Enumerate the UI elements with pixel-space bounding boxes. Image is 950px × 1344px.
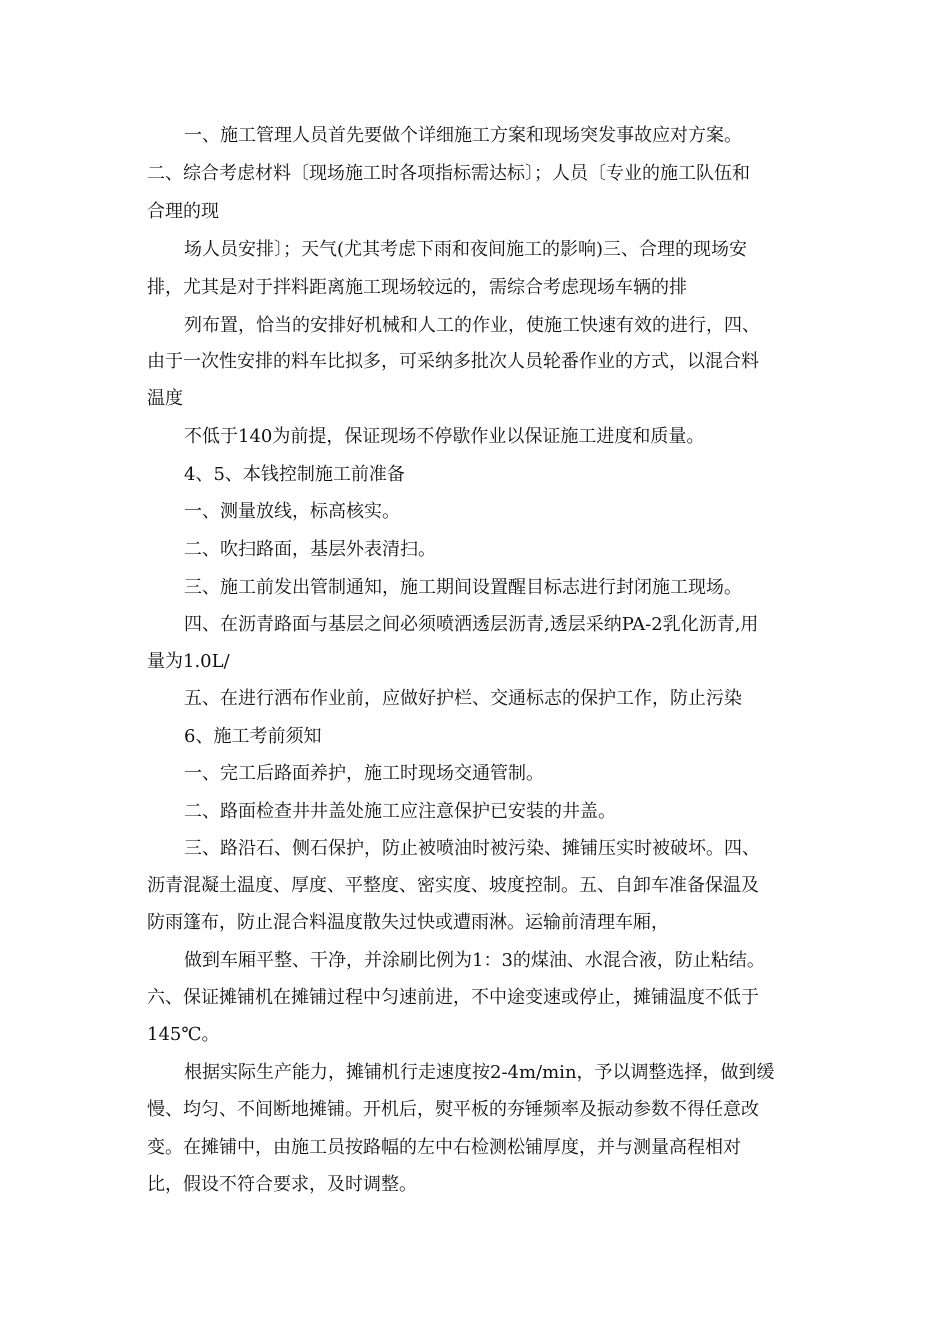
text-line: 比，假设不符合要求，及时调整。 [147, 1174, 417, 1195]
text-line: 145℃。 [147, 1024, 220, 1045]
text-line: 做到车厢平整、干净，并涂刷比例为1：3的煤油、水混合液，防止粘结。 [184, 950, 765, 971]
text-line: 场人员安排〕；天气(尤其考虑下雨和夜间施工的影响)三、合理的现场安 [184, 239, 748, 260]
text-line: 变。在摊铺中，由施工员按路幅的左中右检测松铺厚度，并与测量高程相对 [147, 1137, 741, 1158]
text-line: 防雨篷布，防止混合料温度散失过快或遭雨淋。运输前清理车厢， [147, 912, 669, 933]
text-line: 根据实际生产能力，摊铺机行走速度按2-4m/min，予以调整选择，做到缓 [184, 1062, 775, 1083]
text-line: 由于一次性安排的料车比拟多，可采纳多批次人员轮番作业的方式，以混合料 [147, 351, 759, 372]
text-line: 一、施工管理人员首先要做个详细施工方案和现场突发事故应对方案。 [184, 125, 742, 146]
text-line: 列布置，恰当的安排好机械和人工的作业，使施工快速有效的进行，四、 [184, 315, 760, 336]
text-line: 三、施工前发出管制通知，施工期间设置醒目标志进行封闭施工现场。 [184, 577, 742, 598]
text-line: 二、吹扫路面，基层外表清扫。 [184, 539, 436, 560]
text-line: 二、综合考虑材料〔现场施工时各项指标需达标〕；人员〔专业的施工队伍和 [147, 163, 750, 184]
text-line: 沥青混凝土温度、厚度、平整度、密实度、坡度控制。五、自卸车准备保温及 [147, 875, 759, 896]
text-line: 合理的现 [147, 201, 219, 222]
text-line: 一、完工后路面养护，施工时现场交通管制。 [184, 763, 544, 784]
text-line: 排，尤其是对于拌料距离施工现场较远的，需综合考虑现场车辆的排 [147, 277, 687, 298]
text-line: 四、在沥青路面与基层之间必须喷洒透层沥青,透层采纳PA-2乳化沥青,用 [184, 614, 759, 635]
text-line: 不低于140为前提，保证现场不停歇作业以保证施工进度和质量。 [184, 426, 705, 447]
text-line: 三、路沿石、侧石保护，防止被喷油时被污染、摊铺压实时被破坏。四、 [184, 838, 760, 859]
text-line: 6、施工考前须知 [184, 726, 322, 747]
text-line: 一、测量放线，标高核实。 [184, 501, 400, 522]
text-line: 二、路面检查井井盖处施工应注意保护已安装的井盖。 [184, 801, 616, 822]
text-line: 4、5、本钱控制施工前准备 [184, 464, 405, 485]
text-line: 量为1.0L/ [147, 651, 230, 672]
text-line: 五、在进行洒布作业前，应做好护栏、交通标志的保护工作，防止污染 [184, 688, 742, 709]
text-line: 慢、均匀、不间断地摊铺。开机后，熨平板的夯锤频率及振动参数不得任意改 [147, 1099, 759, 1120]
text-line: 六、保证摊铺机在摊铺过程中匀速前进，不中途变速或停止，摊铺温度不低于 [147, 987, 759, 1008]
text-line: 温度 [147, 388, 183, 409]
